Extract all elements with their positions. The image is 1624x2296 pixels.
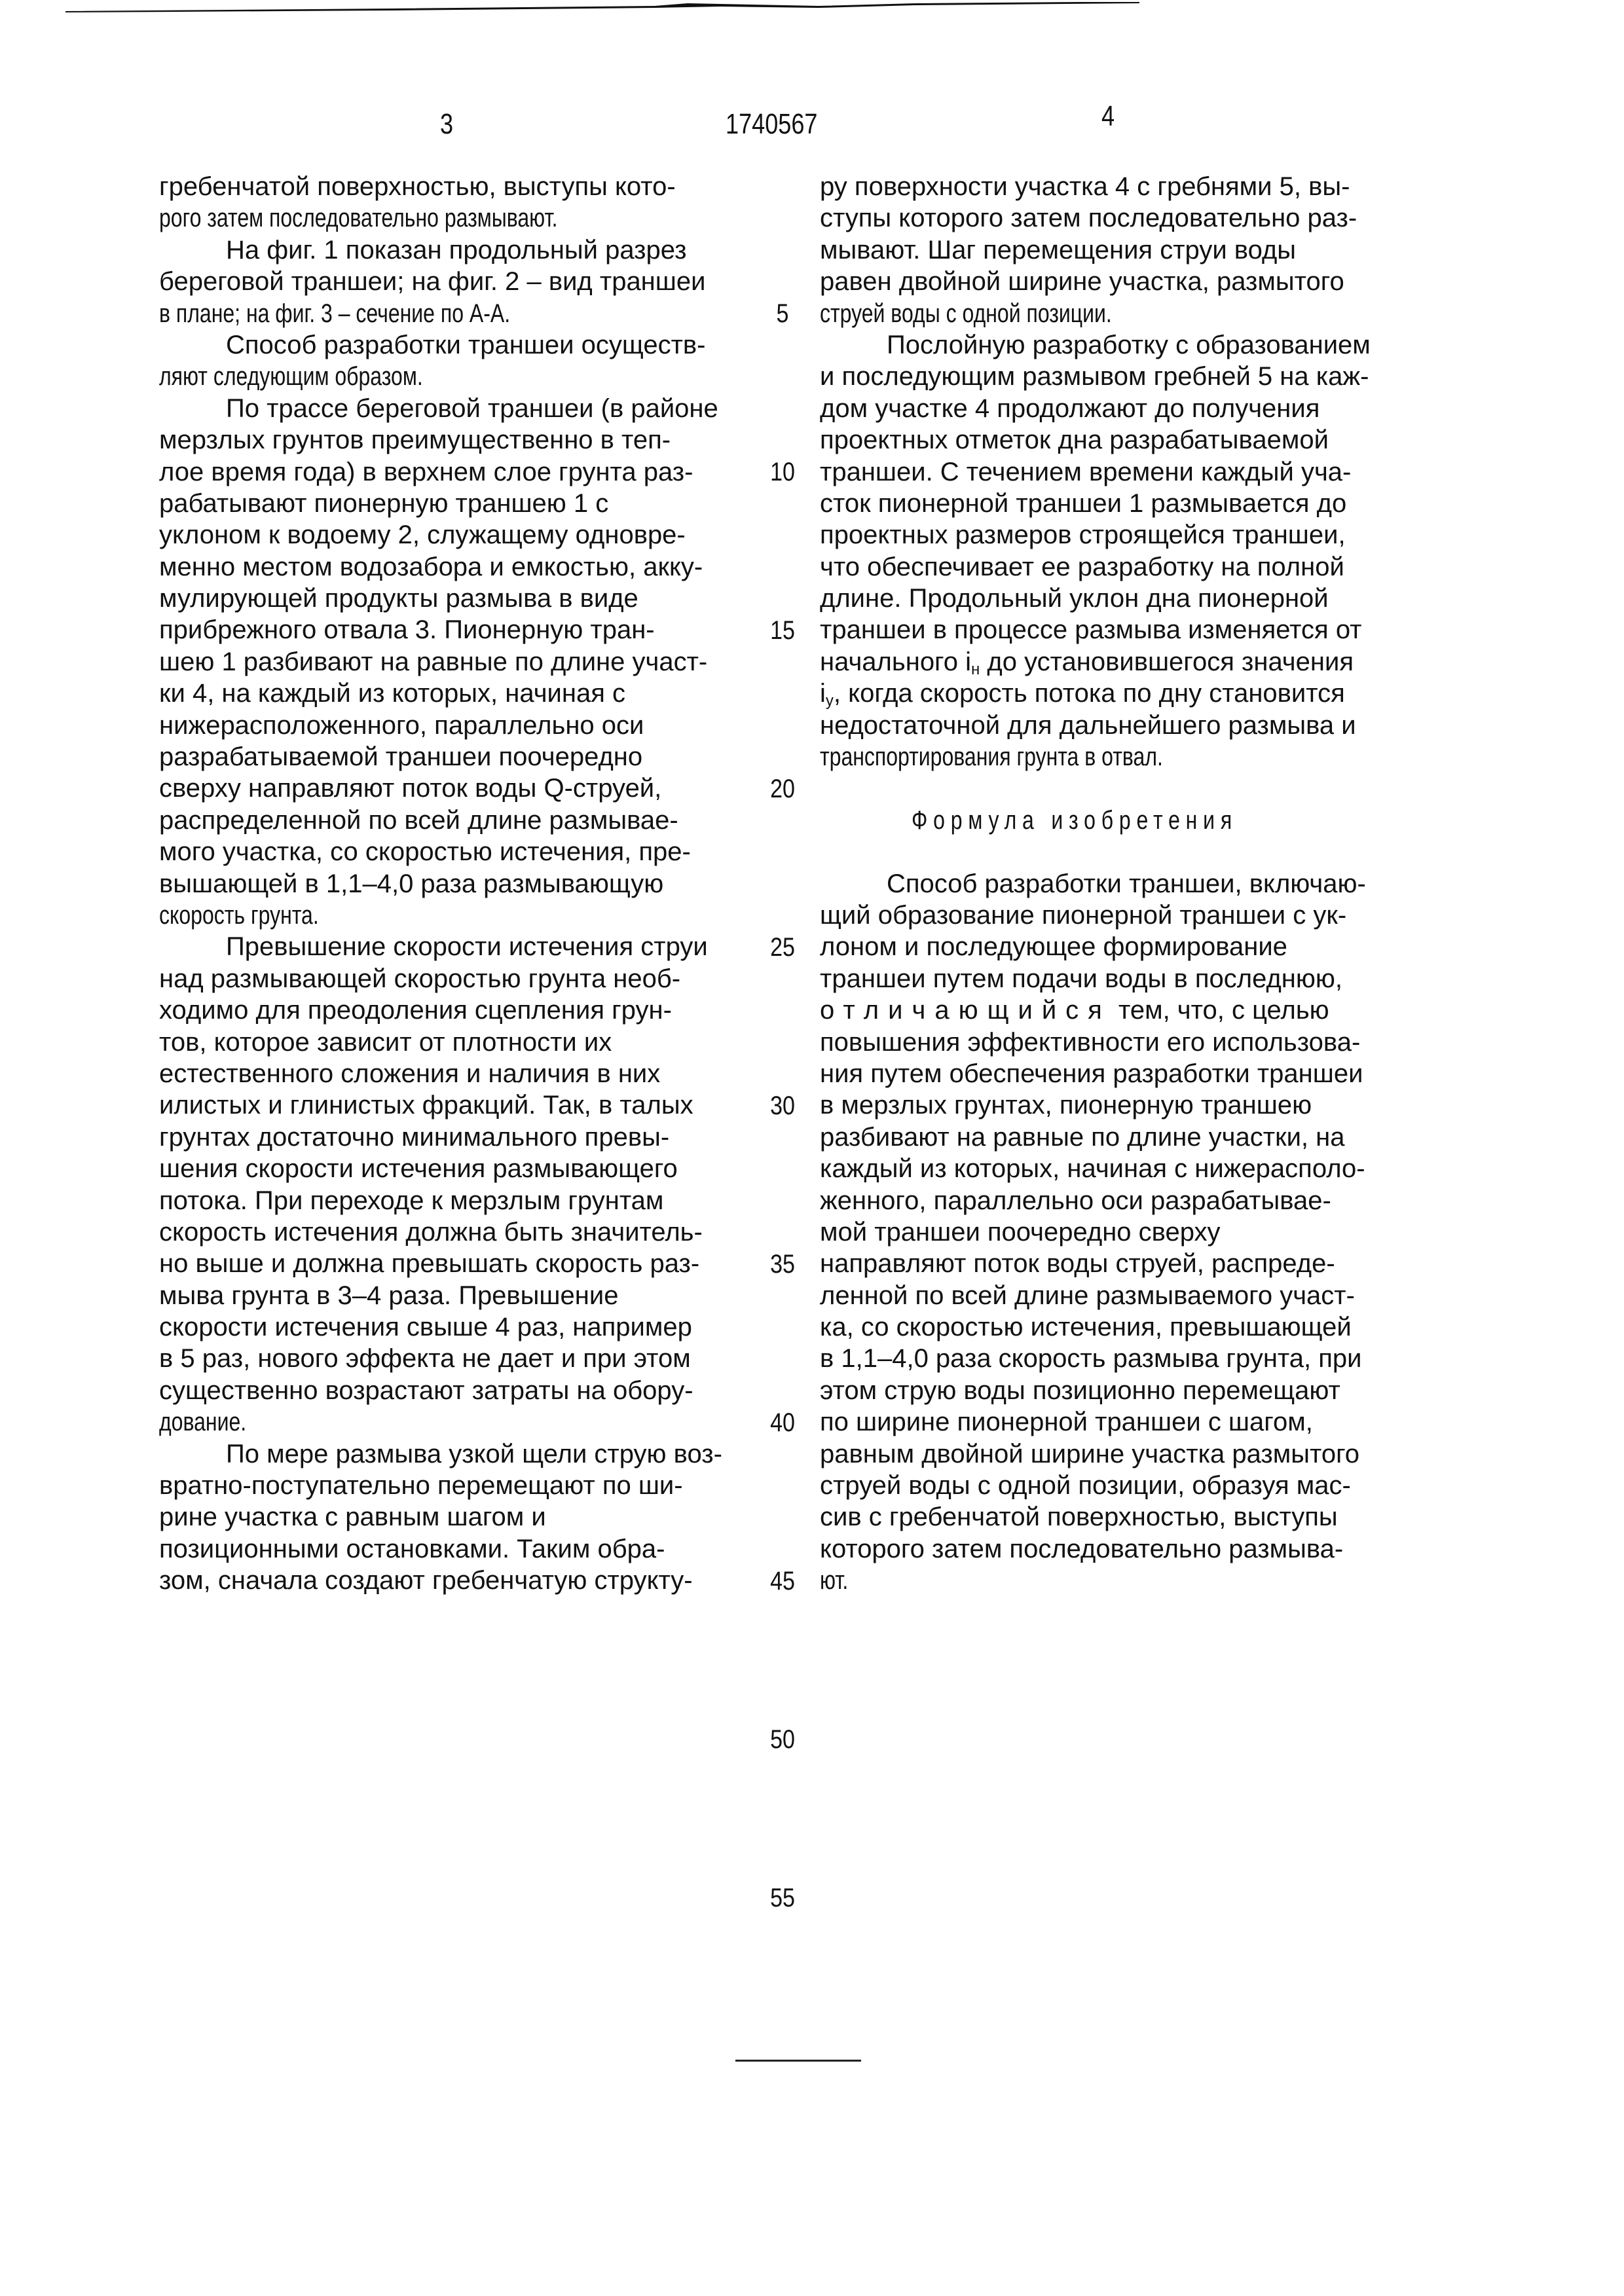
line-text: распределенной по всей длине размывае- [159, 805, 678, 836]
text-line [820, 1565, 1400, 1596]
line-text: ленной по всей длине размываемого участ- [820, 1280, 1355, 1311]
text-line [159, 994, 737, 1026]
line-text: гребенчатой поверхностью, выступы кото- [159, 171, 676, 202]
line-text: в плане; на фиг. 3 – сечение по А-А. [159, 298, 510, 329]
line-text: по ширине пионерной траншеи с шагом, [820, 1406, 1313, 1438]
line-text: менно местом водозабора и емкостью, акку- [159, 551, 703, 583]
text-line [159, 931, 737, 962]
line-text: ступы которого затем последовательно раз- [820, 202, 1357, 234]
line-text: струей воды с одной позиции. [820, 298, 1112, 329]
line-text: На фиг. 1 показан продольный разрез [226, 234, 686, 266]
line-text: над размывающей скоростью грунта необ- [159, 963, 680, 994]
line-text: равным двойной ширине участка размытого [820, 1438, 1359, 1470]
text-line [820, 710, 1400, 741]
text-line [820, 1406, 1400, 1438]
subscript: н [971, 661, 980, 678]
text-line [159, 1280, 737, 1311]
text-line [820, 1470, 1400, 1501]
text-line [159, 900, 737, 931]
text-line [820, 171, 1400, 202]
text-line [159, 1248, 737, 1279]
line-text: ния путем обеспечения разработки траншеи [820, 1058, 1363, 1089]
text-line [159, 171, 737, 202]
text-line [820, 1027, 1400, 1058]
line-number: 55 [760, 1882, 805, 1914]
text-line [159, 1438, 737, 1470]
line-text: каждый из которых, начиная с нижерасполо- [820, 1153, 1365, 1184]
line-number: 50 [760, 1724, 805, 1755]
text-line [820, 963, 1400, 994]
text-line [159, 551, 737, 583]
text-line [820, 361, 1400, 392]
line-text: рабатывают пионерную траншею 1 с [159, 488, 608, 519]
line-text: скорость грунта. [159, 900, 319, 931]
text-line [159, 805, 737, 836]
line-text: уклоном к водоему 2, служащему одновре- [159, 519, 686, 551]
text-line [820, 1216, 1400, 1248]
line-text: грунтах достаточно минимального превы- [159, 1121, 669, 1153]
text-line [159, 1501, 737, 1533]
text-line [820, 614, 1400, 646]
page-number-right: 4 [1101, 98, 1115, 135]
scan-edge-line [0, 0, 1624, 26]
line-text: существенно возрастают затраты на обору- [159, 1375, 693, 1406]
text-line [820, 488, 1400, 519]
line-text: вышающей в 1,1–4,0 раза размывающую [159, 868, 663, 900]
subscript: у [826, 692, 834, 710]
line-number: 35 [760, 1248, 805, 1280]
line-text: сверху направляют поток воды Q-струей, [159, 773, 661, 804]
line-text [820, 646, 1354, 678]
text-line [820, 678, 1400, 709]
line-text: лое время года) в верхнем слое грунта раз- [159, 456, 693, 488]
text-line [820, 900, 1400, 931]
text-line [159, 614, 737, 646]
text-line [159, 678, 737, 709]
line-text: траншеи путем подачи воды в последнюю, [820, 963, 1342, 994]
left-column [159, 171, 737, 1597]
text-line [159, 583, 737, 614]
line-text: потока. При переходе к мерзлым грунтам [159, 1185, 663, 1216]
text-line [820, 266, 1400, 297]
line-text: транспортирования грунта в отвал. [820, 741, 1163, 773]
line-text: проектных размеров строящейся траншеи, [820, 519, 1346, 551]
line-text: мулирующей продукты размыва в виде [159, 583, 638, 614]
line-text: направляют поток воды струей, распреде- [820, 1248, 1335, 1279]
line-text: этом струю воды позиционно перемещают [820, 1375, 1340, 1406]
text-line [820, 202, 1400, 234]
line-text: струей воды с одной позиции, образуя мас- [820, 1470, 1351, 1501]
text-line [820, 1058, 1400, 1089]
line-text: вратно-поступательно перемещают по ши- [159, 1470, 683, 1501]
line-text: мого участка, со скоростью истечения, пре- [159, 836, 691, 867]
line-text: скорость истечения должна быть значитель- [159, 1216, 703, 1248]
text-line [820, 931, 1400, 962]
line-text: но выше и должна превышать скорость раз- [159, 1248, 699, 1279]
line-text: береговой траншеи; на фиг. 2 – вид траншеи [159, 266, 705, 297]
line-text-part: начального i [820, 647, 971, 676]
text-line [159, 1565, 737, 1596]
text-line [159, 266, 737, 297]
line-text: траншеи в процессе размыва изменяется от [820, 614, 1362, 646]
text-line [820, 1343, 1400, 1374]
text-line [820, 1185, 1400, 1216]
text-line [820, 1089, 1400, 1121]
line-text: позиционными остановками. Таким обра- [159, 1533, 665, 1565]
text-line [159, 646, 737, 678]
line-text: ют. [820, 1565, 848, 1596]
line-text: ходимо для преодоления сцепления грун- [159, 994, 672, 1026]
line-text: траншеи. С течением времени каждый уча- [820, 456, 1351, 488]
text-line [159, 963, 737, 994]
text-line [820, 456, 1400, 488]
line-text: мой траншеи поочередно сверху [820, 1216, 1221, 1248]
line-text-part: тем, что, с целью [1111, 996, 1329, 1025]
line-text: естественного сложения и наличия в них [159, 1058, 660, 1089]
text-line [159, 1533, 737, 1565]
line-number: 20 [760, 773, 805, 805]
line-text: ру поверхности участка 4 с гребнями 5, вы- [820, 171, 1350, 202]
line-text: равен двойной ширине участка, размытого [820, 266, 1344, 297]
line-text: дом участке 4 продолжают до получения [820, 393, 1320, 424]
line-text: Способ разработки траншеи осуществ- [226, 329, 705, 361]
text-line [159, 773, 737, 804]
line-text: в 5 раз, нового эффекта не дает и при этом [159, 1343, 691, 1374]
line-text: скорости истечения свыше 4 раз, например [159, 1311, 692, 1343]
text-line [159, 519, 737, 551]
line-text: мыва грунта в 3–4 раза. Превышение [159, 1280, 618, 1311]
line-number: 15 [760, 615, 805, 646]
text-line [820, 1280, 1400, 1311]
line-text: длине. Продольный уклон дна пионерной [820, 583, 1329, 614]
text-line [159, 710, 737, 741]
text-line [159, 868, 737, 900]
text-line [159, 456, 737, 488]
blank-line [820, 836, 1400, 867]
text-line [159, 202, 737, 234]
line-text-part: i [820, 679, 826, 708]
line-text [820, 678, 1345, 709]
line-text [820, 994, 1329, 1026]
text-line [820, 329, 1400, 361]
text-line [820, 234, 1400, 266]
line-text-part: до установившегося значения [980, 647, 1354, 676]
text-line [820, 1153, 1400, 1184]
line-text: шею 1 разбивают на равные по длине участ- [159, 646, 707, 678]
text-line [159, 1153, 737, 1184]
text-line [159, 329, 737, 361]
line-text: По мере размыва узкой щели струю воз- [226, 1438, 722, 1470]
line-text: лоном и последующее формирование [820, 931, 1287, 962]
line-text: прибрежного отвала 3. Пионерную тран- [159, 614, 655, 646]
text-line [820, 994, 1400, 1026]
line-text: которого затем последовательно размыва- [820, 1533, 1343, 1565]
text-line [159, 488, 737, 519]
line-text: мывают. Шаг перемещения струи воды [820, 234, 1296, 266]
text-line [159, 1470, 737, 1501]
line-number: 30 [760, 1090, 805, 1121]
line-number: 10 [760, 456, 805, 488]
line-text-part: , когда скорость потока по дну становится [834, 679, 1345, 708]
spaced-emphasis: отличающийся [820, 996, 1111, 1025]
text-line [159, 1027, 737, 1058]
text-line [820, 298, 1400, 329]
line-text: разрабатываемой траншеи поочередно [159, 741, 642, 773]
end-rule [735, 2060, 861, 2062]
line-text: илистых и глинистых фракций. Так, в талых [159, 1089, 693, 1121]
text-line [159, 424, 737, 456]
right-column [820, 171, 1400, 1597]
text-line [820, 1121, 1400, 1153]
text-line [159, 1375, 737, 1406]
line-text: нижерасположенного, параллельно оси [159, 710, 644, 741]
text-line [159, 298, 737, 329]
page-number-left: 3 [440, 106, 453, 143]
text-line [159, 741, 737, 773]
line-text: женного, параллельно оси разрабатывае- [820, 1185, 1331, 1216]
text-line [820, 868, 1400, 900]
line-text: разбивают на равные по длине участки, на [820, 1121, 1344, 1153]
text-line [820, 393, 1400, 424]
line-text: зом, сначала создают гребенчатую структу- [159, 1565, 693, 1596]
text-line [159, 1406, 737, 1438]
text-line [159, 361, 737, 392]
line-text: мерзлых грунтов преимущественно в теп- [159, 424, 671, 456]
line-text: Превышение скорости истечения струи [226, 931, 708, 962]
line-text: в 1,1–4,0 раза скорость размыва грунта, при [820, 1343, 1362, 1374]
line-text: недостаточной для дальнейшего размыва и [820, 710, 1356, 741]
text-line [159, 1185, 737, 1216]
line-text: По трассе береговой траншеи (в районе [226, 393, 718, 424]
line-number: 25 [760, 932, 805, 963]
line-text: ки 4, на каждый из которых, начиная с [159, 678, 625, 709]
line-text: ляют следующим образом. [159, 361, 423, 392]
line-text: рине участка с равным шагом и [159, 1501, 546, 1533]
text-line [820, 583, 1400, 614]
text-line [820, 1375, 1400, 1406]
section-heading [820, 805, 1400, 836]
line-text: в мерзлых грунтах, пионерную траншею [820, 1089, 1312, 1121]
text-line [820, 1311, 1400, 1343]
line-text: дование. [159, 1406, 246, 1438]
text-line [159, 1089, 737, 1121]
line-number: 45 [760, 1565, 805, 1597]
text-line [159, 836, 737, 867]
text-line [820, 1533, 1400, 1565]
line-text: Послойную разработку с образованием [887, 329, 1371, 361]
line-text: ка, со скоростью истечения, превышающей [820, 1311, 1352, 1343]
line-number: 40 [760, 1407, 805, 1438]
line-text: повышения эффективности его использова- [820, 1027, 1360, 1058]
line-text: щий образование пионерной траншеи с ук- [820, 900, 1346, 931]
text-line [820, 1248, 1400, 1279]
line-number: 5 [760, 298, 805, 329]
patent-number: 1740567 [726, 106, 817, 143]
text-line [820, 646, 1400, 678]
line-text: рого затем последовательно размывают. [159, 202, 557, 234]
line-text: и последующим размывом гребней 5 на каж- [820, 361, 1369, 392]
blank-line [820, 773, 1400, 804]
text-line [159, 1121, 737, 1153]
line-text: Способ разработки траншеи, включаю- [887, 868, 1366, 900]
text-line [159, 393, 737, 424]
line-text: что обеспечивает ее разработку на полной [820, 551, 1344, 583]
text-line [159, 234, 737, 266]
text-line [820, 1501, 1400, 1533]
text-line [820, 1438, 1400, 1470]
line-text: сив с гребенчатой поверхностью, выступы [820, 1501, 1338, 1533]
line-text: сток пионерной траншеи 1 размывается до [820, 488, 1346, 519]
text-line [820, 551, 1400, 583]
text-line [820, 519, 1400, 551]
line-text: Формула изобретения [912, 805, 1238, 836]
text-line [159, 1311, 737, 1343]
text-line [820, 424, 1400, 456]
text-line [159, 1216, 737, 1248]
line-text: шения скорости истечения размывающего [159, 1153, 678, 1184]
text-line [159, 1343, 737, 1374]
text-line [159, 1058, 737, 1089]
line-text: тов, которое зависит от плотности их [159, 1027, 612, 1058]
line-text: проектных отметок дна разрабатываемой [820, 424, 1329, 456]
text-line [820, 741, 1400, 773]
